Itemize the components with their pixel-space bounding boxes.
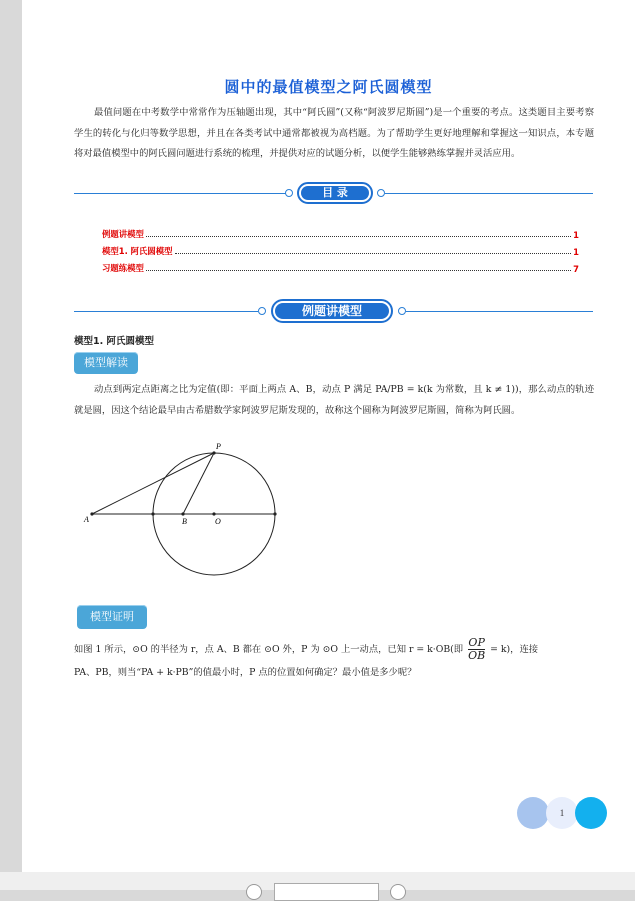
document-title: 圆中的最值模型之阿氏圆模型 [224,78,433,96]
label-p: P [216,442,221,451]
page-number: 1 [559,808,565,818]
point-right [273,512,276,515]
zoom-out-icon[interactable] [246,884,262,900]
toc-header-label: 目 录 [301,186,369,200]
point-a [90,512,93,515]
tag-model-proof: 模型证明 [77,605,147,629]
proof-line-2: PA、PB，则当“PA + k·PB”的值最小时，P 点的位置如何确定？最小值是多少呢？ [74,667,417,678]
page-input[interactable] [274,883,379,901]
line-bp [183,453,214,514]
divider-dot [398,307,406,315]
divider-line [74,311,258,312]
toc-item[interactable]: 例题讲模型 1 [102,229,579,240]
model-title: 模型1. 阿氏圆模型 [74,336,155,347]
zoom-in-icon[interactable] [390,884,406,900]
point-p [212,451,215,454]
divider-line [406,311,593,312]
proof-line-1: 如图 1 所示，⊙O 的半径为 r，点 A、B 都在 ⊙O 外，P 为 ⊙O 上一动点，已知 r = k·OB(即 $\frac{OP}{OB}$ = k)，连接 [74,636,539,662]
toc-item[interactable]: 习题练模型 7 [102,263,579,274]
line-ap [92,453,214,514]
document-page [22,0,635,872]
point-left [151,512,154,515]
intro-paragraph: 最值问题在中考数学中常常作为压轴题出现，其中“阿氏圆”(又称“阿波罗尼斯圆”)是一个重要的考点。这类题目主要考察学生的转化与化归等数学思想，并且在各类考试中通常都被视为高档题。为了帮助学生更好地理解和掌握这一知识点，本专题将对最值模型中的阿氏圆问题进行系统的梳理，并提供对应的试题分析，以便学生能够熟练掌握并灵活应用。 [74,107,594,159]
toc-header-pill [297,182,373,204]
tag-model-interpretation: 模型解读 [74,352,138,374]
point-b [181,512,184,515]
toc-item[interactable]: 模型1. 阿氏圆模型 1 [102,246,579,257]
divider-line [385,193,593,194]
divider-dot [377,189,385,197]
label-a: A [84,515,89,524]
label-b: B [182,517,187,526]
interpretation-paragraph: 动点到两定点距离之比为定值(即：平面上两点 A、B，动点 P 满足 PA/PB = k(k 为常数，且 k ≠ 1))，那么动点的轨迹就是圆，因这个结论最早由古希腊数学家阿波罗尼斯发现的，故称这个圆称为阿波罗尼斯圆，简称为阿氏圆。 [74,384,594,416]
divider-dot [258,307,266,315]
viewer-toolbar [0,872,635,890]
apollonius-circle-figure [80,436,310,586]
proof-fraction: $\frac{OP}{OB}$ [468,636,486,662]
section-header-pill [271,299,393,323]
divider-line [74,193,287,194]
divider-dot [285,189,293,197]
page-number-badge [516,796,608,830]
point-o [212,512,215,515]
section-header-label: 例题讲模型 [275,303,389,319]
label-o: O [215,517,221,526]
